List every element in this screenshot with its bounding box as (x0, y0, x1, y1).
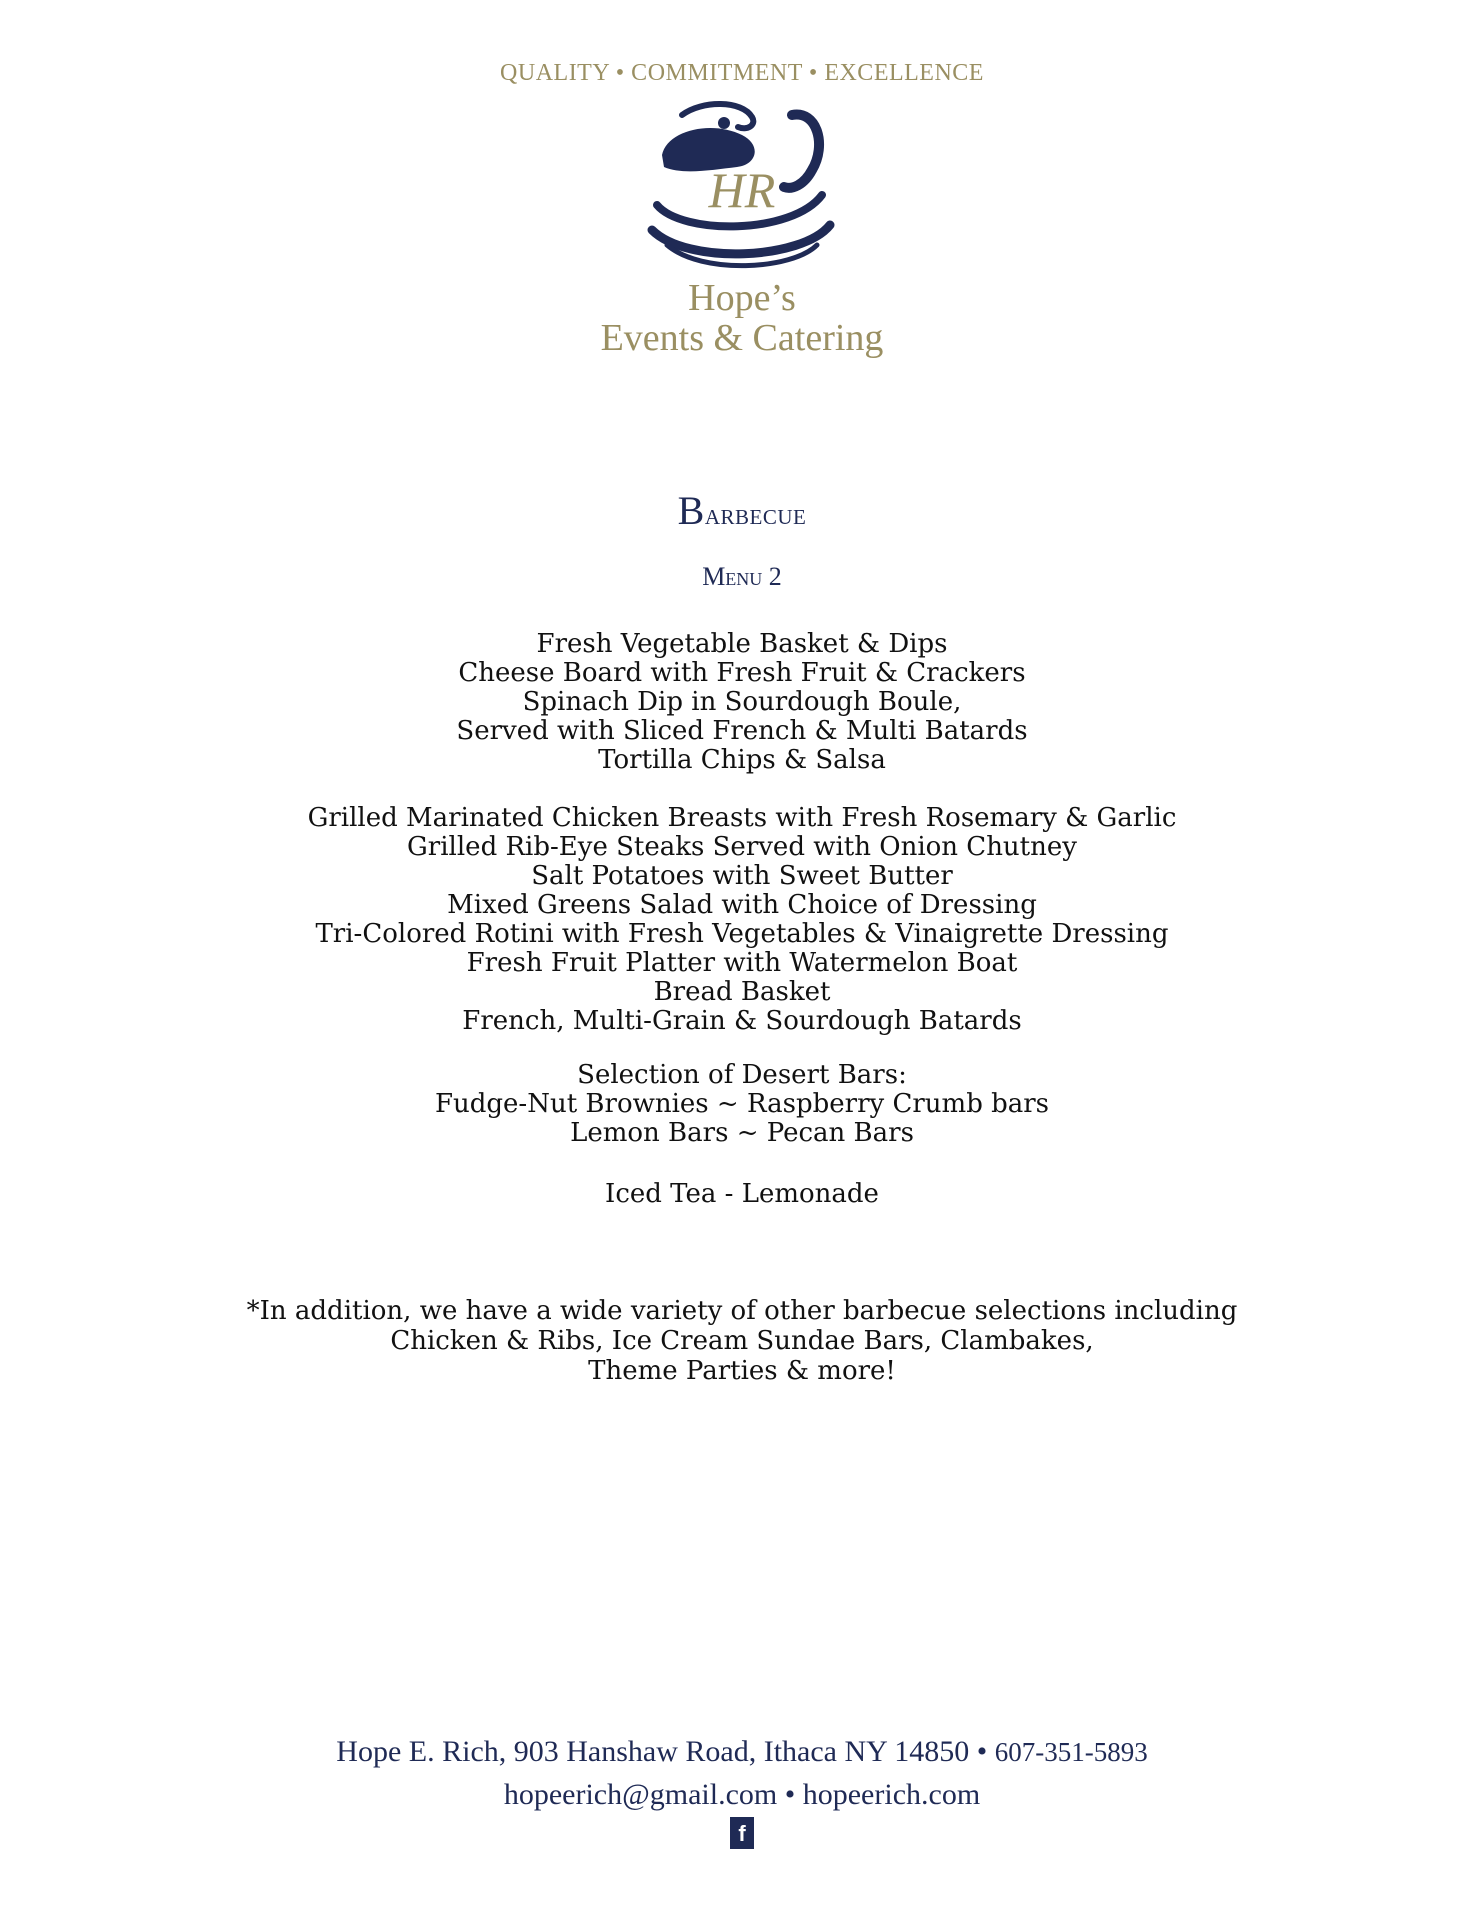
additional-note (0, 1296, 1484, 1386)
social-links (0, 1817, 1484, 1849)
mains-section (0, 804, 1484, 1036)
footer-email[interactable]: hopeerich@gmail.com (503, 1778, 778, 1811)
brand-line-2: Events & Catering (600, 317, 884, 359)
menu-title-capital: B (677, 488, 705, 533)
menu-item: Cheese Board with Fresh Fruit & Crackers (458, 658, 1026, 688)
facebook-icon[interactable]: f (730, 1817, 754, 1849)
logo-monogram: HR (708, 162, 776, 218)
footer-separator: • (784, 1778, 796, 1811)
menu-item: Fresh Vegetable Basket & Dips (536, 629, 948, 659)
footer-contact-line (0, 1778, 1484, 1812)
appetizers-section (0, 630, 1484, 775)
menu-item: Grilled Marinated Chicken Breasts with Fresh Rosemary & Garlic (307, 803, 1177, 833)
brand-name (0, 278, 1484, 358)
menu-item: Fresh Fruit Platter with Watermelon Boat (466, 948, 1018, 978)
note-line: *In addition, we have a wide variety of other barbecue selections including (246, 1296, 1238, 1326)
menu-title-rest: arbecue (704, 498, 807, 531)
menu-item: Fudge-Nut Brownies ~ Raspberry Crumb bars (434, 1089, 1050, 1119)
menu-item: Tortilla Chips & Salsa (598, 745, 886, 775)
menu-item: Tri-Colored Rotini with Fresh Vegetables & Vinaigrette Dressing (315, 919, 1169, 949)
footer-address-line (0, 1735, 1484, 1769)
menu-item: Mixed Greens Salad with Choice of Dressing (447, 890, 1037, 920)
footer-website[interactable]: hopeerich.com (802, 1778, 981, 1811)
menu-subtitle: Menu 2 (702, 562, 782, 591)
note-line: Chicken & Ribs, Ice Cream Sundae Bars, Clambakes, (390, 1326, 1094, 1356)
drinks-section (0, 1180, 1484, 1209)
menu-item: Spinach Dip in Sourdough Boule, (522, 687, 962, 717)
note-line: Theme Parties & more! (588, 1356, 896, 1386)
desserts-section (0, 1061, 1484, 1148)
menu-title (0, 487, 1484, 534)
menu-item: Served with Sliced French & Multi Batards (456, 716, 1028, 746)
tagline: QUALITY • COMMITMENT • EXCELLENCE (500, 60, 984, 86)
brand-line-1: Hope’s (688, 277, 796, 319)
menu-item: Bread Basket (653, 977, 831, 1007)
menu-item: French, Multi-Grain & Sourdough Batards (462, 1006, 1022, 1036)
footer-address: Hope E. Rich, 903 Hanshaw Road, Ithaca NY 14850 • (336, 1735, 988, 1768)
footer-phone: 607-351-5893 (994, 1737, 1148, 1767)
teapot-logo-icon (642, 95, 842, 280)
logo (0, 95, 1484, 280)
menu-item: Iced Tea - Lemonade (605, 1179, 879, 1209)
menu-item: Lemon Bars ~ Pecan Bars (570, 1118, 914, 1148)
menu-item: Selection of Desert Bars: (577, 1060, 907, 1090)
menu-item: Salt Potatoes with Sweet Butter (531, 861, 953, 891)
menu-item: Grilled Rib-Eye Steaks Served with Onion Chutney (407, 832, 1077, 862)
